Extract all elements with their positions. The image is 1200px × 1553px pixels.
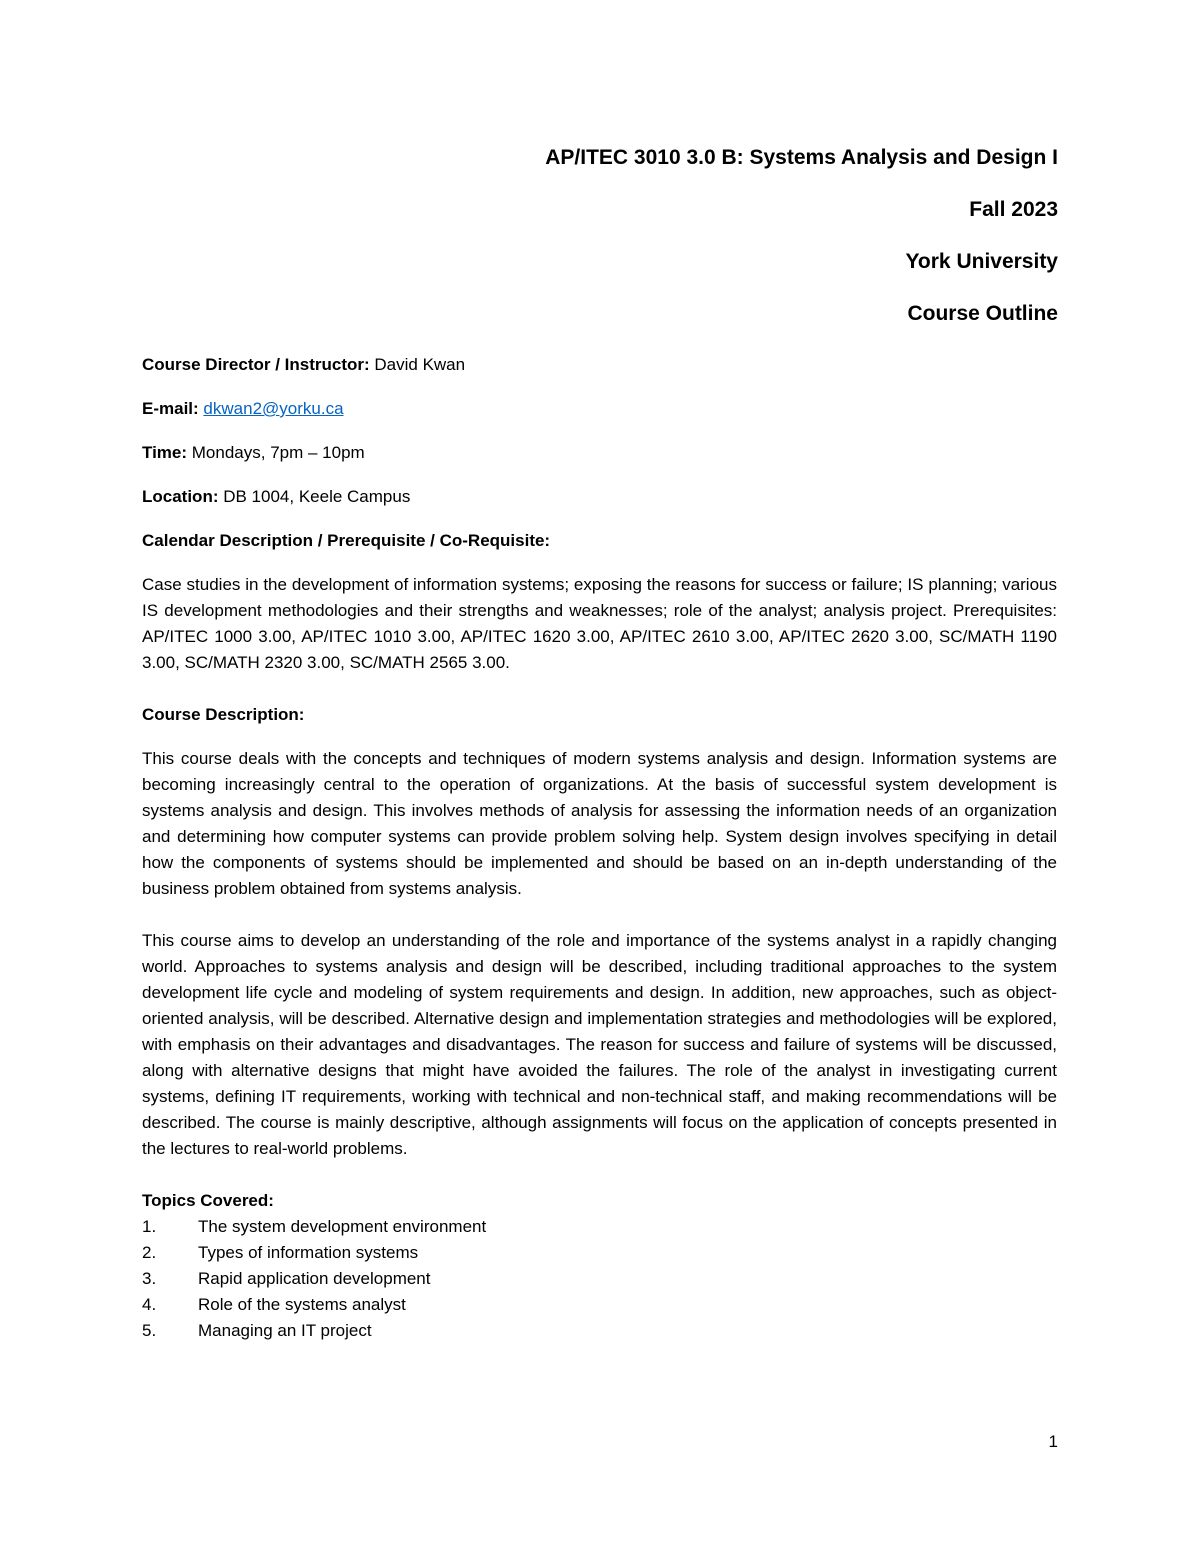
course-description-paragraph-2: This course aims to develop an understanding of the role and importance of the systems analyst in a rapidly changing world. Approaches to systems analysis and design will be described, including traditional approaches to the system development life cycle and modeling of system requirements and design. In addition, new approaches, such as object-oriented analysis, will be described. Alternative design and implementation strategies and methodologies will be explored, with emphasis on their advantages and disadvantages. The reason for success and failure of systems will be discussed, along with alternative designs that might have avoided the failures. The role of the analyst in investigating current systems, defining IT requirements, working with technical and non-technical staff, and making recommendations will be described. The course is mainly descriptive, although assignments will focus on the application of concepts presented in the lectures to real-world problems. <box>142 931 1057 1158</box>
course-description-heading: Course Description: <box>142 705 305 724</box>
list-item-text: The system development environment <box>198 1217 487 1236</box>
list-item-text: Rapid application development <box>198 1269 431 1288</box>
list-item <box>142 1214 1057 1240</box>
email-link[interactable]: dkwan2@yorku.ca <box>203 399 344 418</box>
instructor-value: David Kwan <box>369 355 466 374</box>
term: Fall 2023 <box>969 198 1058 221</box>
calendar-paragraph: Case studies in the development of information systems; exposing the reasons for success or failure; IS planning; various IS development methodologies and their strengths and weaknesses; role of the analyst; analysis project. Prerequisites: AP/ITEC 1000 3.00, AP/ITEC 1010 3.00, AP/ITEC 1620 3.00, AP/ITEC 2610 3.00, AP/ITEC 2620 3.00, SC/MATH 1190 3.00, SC/MATH 2320 3.00, SC/MATH 2565 3.00. <box>142 575 1057 672</box>
location-field <box>142 484 1057 510</box>
list-item <box>142 1292 1057 1318</box>
list-item-text: Types of information systems <box>198 1243 419 1262</box>
list-item-number: 4. <box>142 1295 157 1314</box>
list-item-text: Managing an IT project <box>198 1321 372 1340</box>
title-block <box>545 145 1058 353</box>
list-item <box>142 1318 1057 1344</box>
time-label: Time: <box>142 443 188 462</box>
list-item <box>142 1266 1057 1292</box>
topics-list <box>142 1214 1057 1344</box>
time-field <box>142 440 1057 466</box>
calendar-heading: Calendar Description / Prerequisite / Co-Requisite: <box>142 531 551 550</box>
document-type: Course Outline <box>907 302 1058 325</box>
content-body <box>142 352 1057 1344</box>
list-item <box>142 1240 1057 1266</box>
page-number: 1 <box>1048 1432 1058 1451</box>
email-label: E-mail: <box>142 399 199 418</box>
location-value: DB 1004, Keele Campus <box>218 487 411 506</box>
course-title: AP/ITEC 3010 3.0 B: Systems Analysis and Design I <box>545 146 1058 169</box>
list-item-number: 3. <box>142 1269 157 1288</box>
instructor-label: Course Director / Instructor: <box>142 355 370 374</box>
time-value: Mondays, 7pm – 10pm <box>187 443 365 462</box>
location-label: Location: <box>142 487 219 506</box>
instructor-field <box>142 352 1057 378</box>
topics-heading: Topics Covered: <box>142 1191 274 1210</box>
email-field <box>142 396 1057 422</box>
course-description-paragraph-1: This course deals with the concepts and techniques of modern systems analysis and design. Information systems are becoming increasingly central to the operation of organizations. At the basis of successful system development is systems analysis and design. This involves methods of analysis for assessing the information needs of an organization and determining how computer systems can provide problem solving help. System design involves specifying in detail how the components of systems should be implemented and should be based on an in-depth understanding of the business problem obtained from systems analysis. <box>142 749 1057 898</box>
university-name: York University <box>905 250 1058 273</box>
list-item-text: Role of the systems analyst <box>198 1295 406 1314</box>
list-item-number: 2. <box>142 1243 157 1262</box>
list-item-number: 5. <box>142 1321 157 1340</box>
list-item-number: 1. <box>142 1217 157 1236</box>
